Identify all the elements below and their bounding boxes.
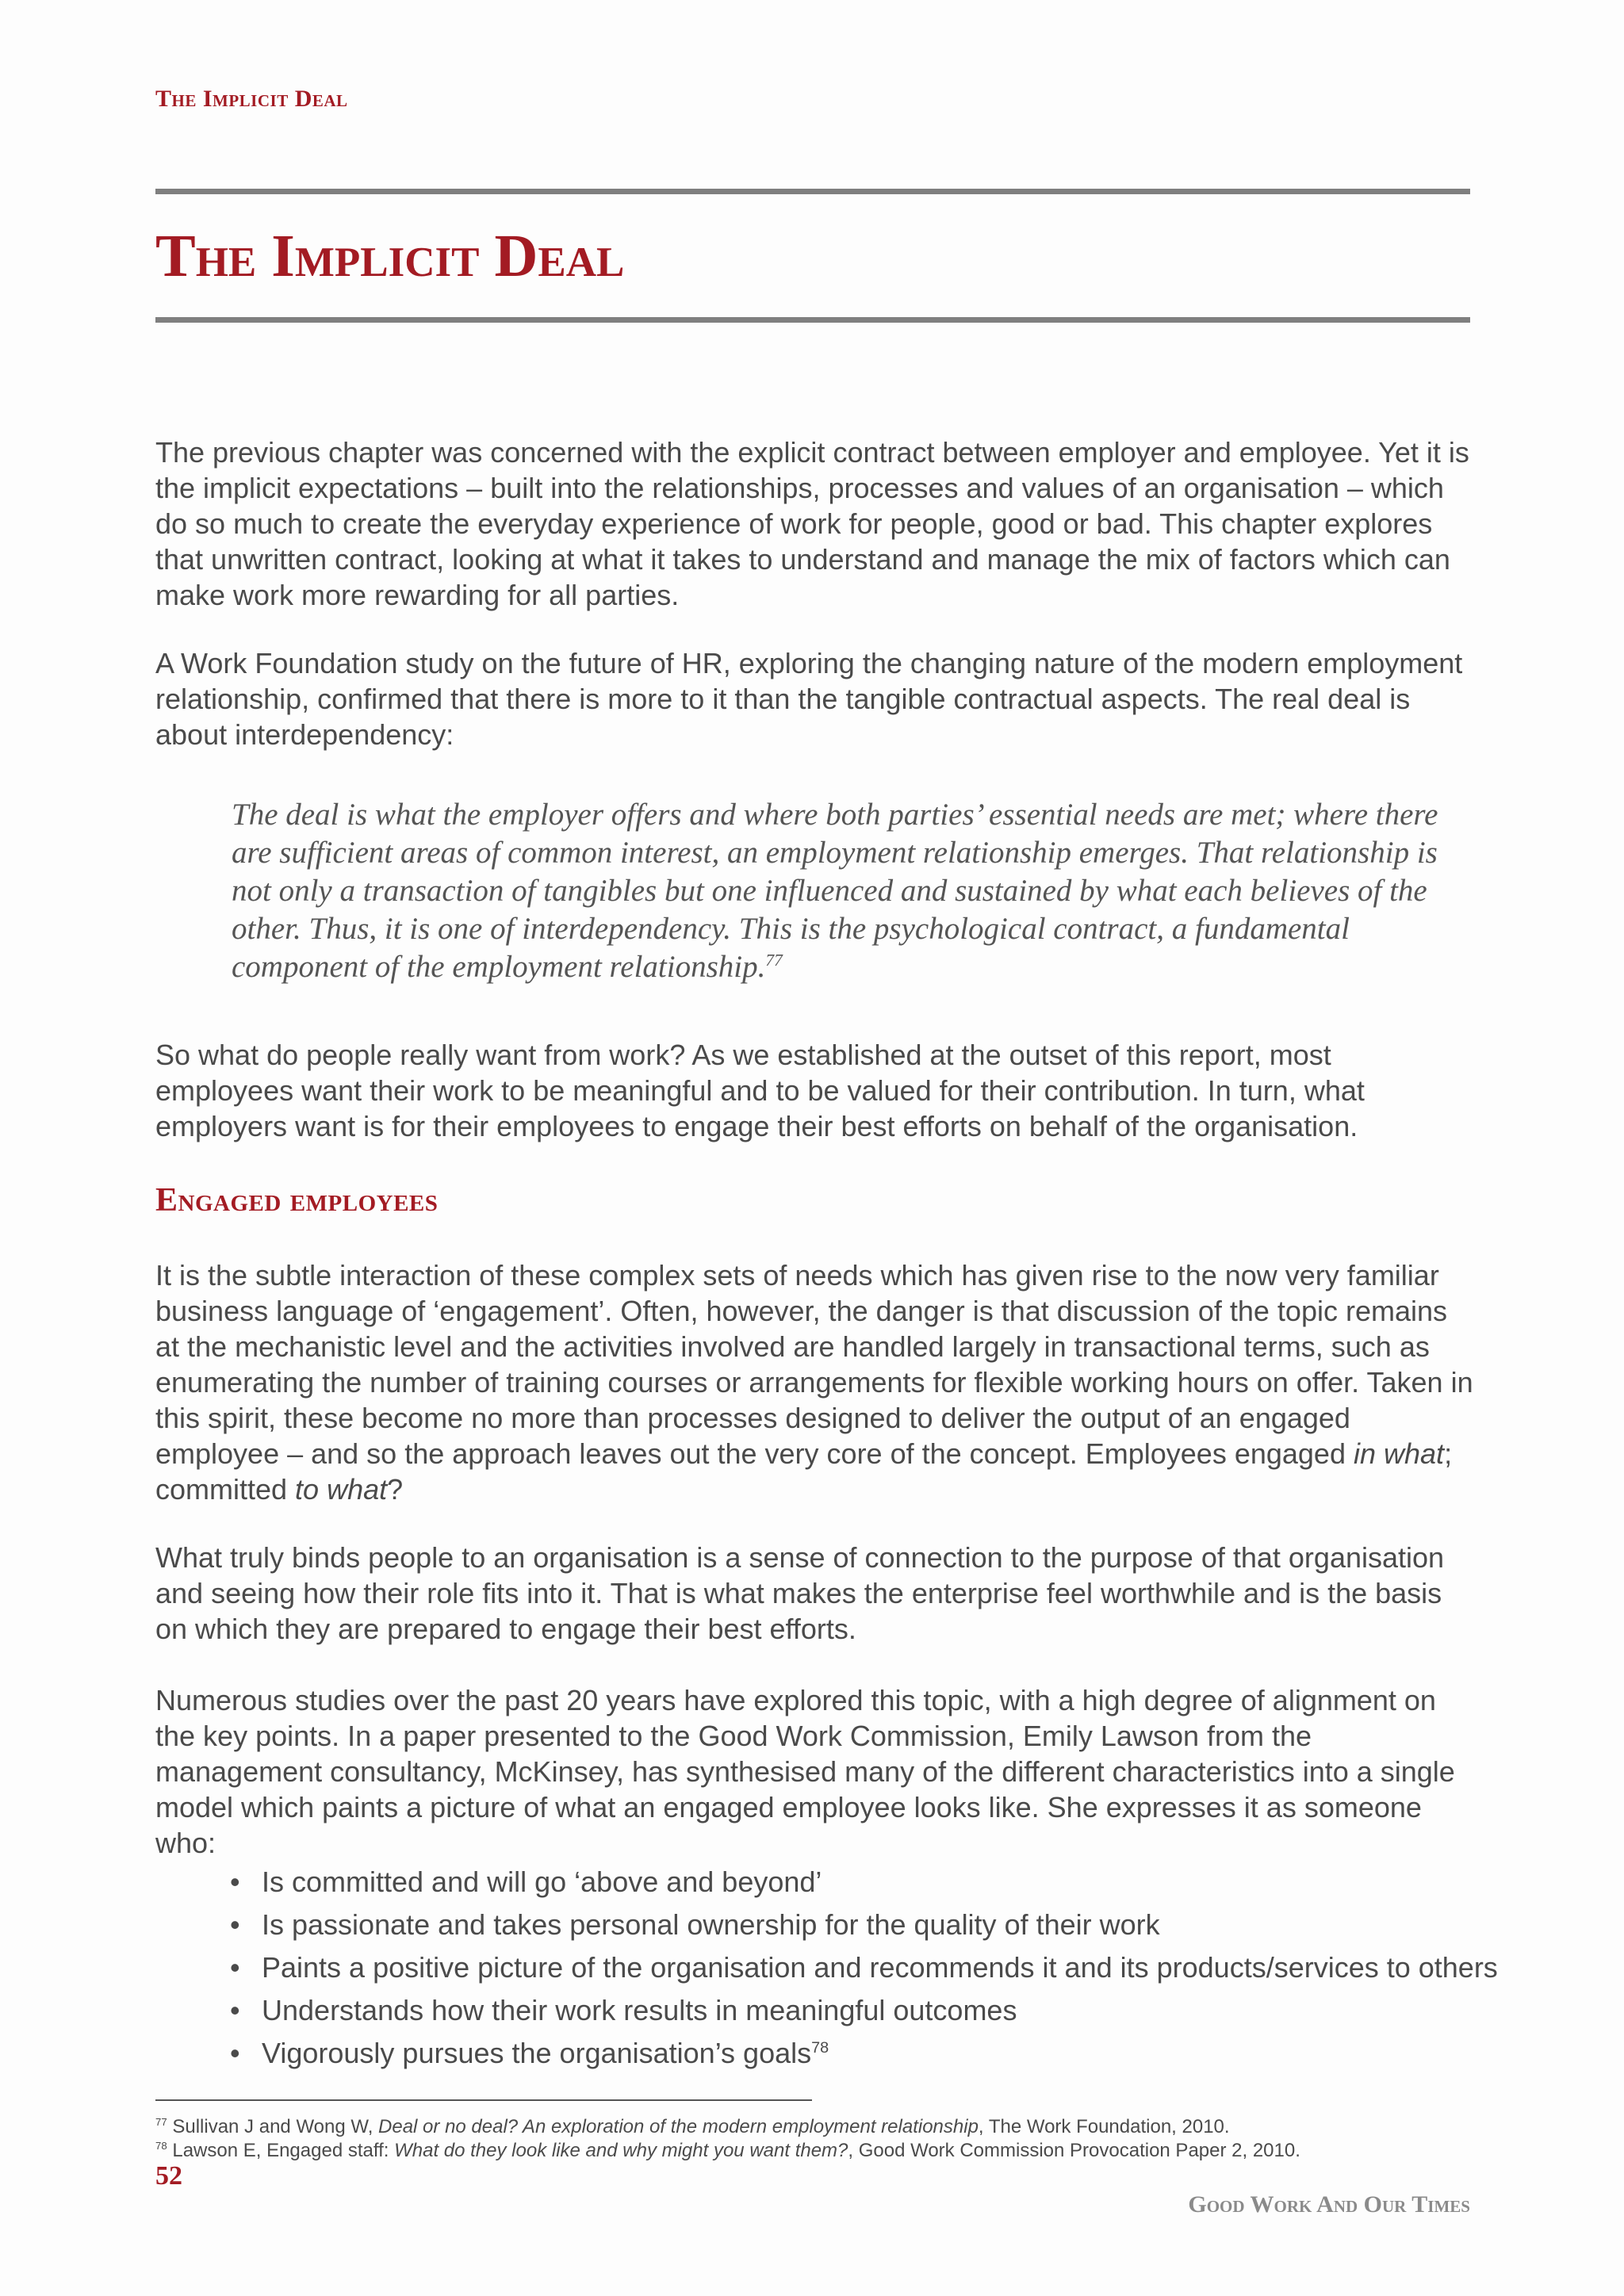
block-quote	[232, 796, 1469, 986]
section-paragraph-2: What truly binds people to an organisation is a sense of connection to the purpose of that organisation and seeing how their role fits into it. That is what makes the enterprise feel worthwhile and is the basis on which they are prepared to engage their best efforts.	[155, 1541, 1445, 1645]
footnotes	[155, 2115, 1503, 2163]
section-paragraph-1	[155, 1257, 1475, 1507]
section-p1-main: It is the subtle interaction of these complex sets of needs which has given rise to the now very familiar business language of ‘engagement’. Often, however, the danger is that discussion of the topic remains at the mechanistic level and the activities involved are handled largely in transactional terms, such as enumerating the number of training courses or arrangements for flexible working hours on offer. Taken in this spirit, these become no more than processes designed to deliver the output of an engaged employee – and so the approach leaves out the very core of the concept. Employees engaged	[155, 1259, 1473, 1470]
list-item: • Understands how their work results in meaningful outcomes	[230, 1989, 1498, 2032]
quote-text: The deal is what the employer offers and where both parties’ essential needs are met; where there are sufficient areas of common interest, an employment relationship emerges. That relationship is not only a transaction of tangibles but one influenced and sustained by what each believes of the other. Thus, it is one of interdependency. This is the psychological contract, a fundamental component of the employment relationship.	[232, 798, 1438, 984]
running-head: The Implicit Deal	[155, 86, 348, 112]
after-quote-paragraph: So what do people really want from work? As we established at the outset of this report, most employees want their work to be meaningful and to be valued for their contribution. In turn, what employers want is for their employees to engage their best efforts on behalf of the organisation.	[155, 1039, 1365, 1142]
footnote-77: $^{77}$ Sullivan J and Wong W, Deal or no deal? An exploration of the modern employment relationship, The Work Foundation, 2010.	[155, 2116, 1230, 2137]
section-paragraph-3: Numerous studies over the past 20 years have explored this topic, with a high degree of alignment on the key points. In a paper presented to the Good Work Commission, Emily Lawson from the management consultancy, McKinsey, has synthesised many of the different characteristics into a single model which paints a picture of what an engaged employee looks like. She expresses it as someone who:	[155, 1684, 1455, 1859]
intro-paragraph-1: The previous chapter was concerned with the explicit contract between employer and employee. Yet it is the implicit expectations – built into the relationships, processes and values of an organisation – which do so much to create the everyday experience of work for people, good or bad. This chapter explores that unwritten contract, looking at what it takes to understand and manage the mix of factors which can make work more rewarding for all parties.	[155, 436, 1469, 611]
page-number: 52	[155, 2161, 182, 2191]
list-item: • Paints a positive picture of the organisation and recommends it and its products/services to others	[230, 1946, 1498, 1989]
title-rule-bottom	[155, 317, 1470, 323]
publication-title: Good Work And Our Times	[1188, 2191, 1470, 2218]
intro-paragraph-2: A Work Foundation study on the future of HR, exploring the changing nature of the modern employment relationship, confirmed that there is more to it than the tangible contractual aspects. The real deal is about interdependency:	[155, 647, 1463, 751]
footnote-78: $^{78}$ Lawson E, Engaged staff: What do they look like and why might you want them?, Good Work Commission Provocation Paper 2, 2010.	[155, 2140, 1300, 2161]
section-p1-em-1: in what	[1353, 1437, 1445, 1470]
footnote-ref-78: 78	[811, 2039, 829, 2057]
list-item: • Vigorously pursues the organisation’s goals$^{78}$	[230, 2032, 1498, 2075]
section-p1-mid: ; committed	[155, 1437, 1453, 1506]
footnote-rule	[155, 2099, 812, 2101]
section-p1-em-2: to what	[295, 1473, 388, 1506]
title-rule-top	[155, 189, 1470, 194]
list-item: • Is passionate and takes personal ownership for the quality of their work	[230, 1904, 1498, 1946]
engaged-employee-list	[230, 1861, 1498, 2075]
list-item: • Is committed and will go ‘above and beyond’	[230, 1861, 1498, 1904]
section-p1-end: ?	[387, 1473, 404, 1506]
section-heading: Engaged employees	[155, 1182, 439, 1219]
footnote-ref-77: 77	[765, 951, 783, 970]
chapter-title: The Implicit Deal	[155, 223, 625, 289]
